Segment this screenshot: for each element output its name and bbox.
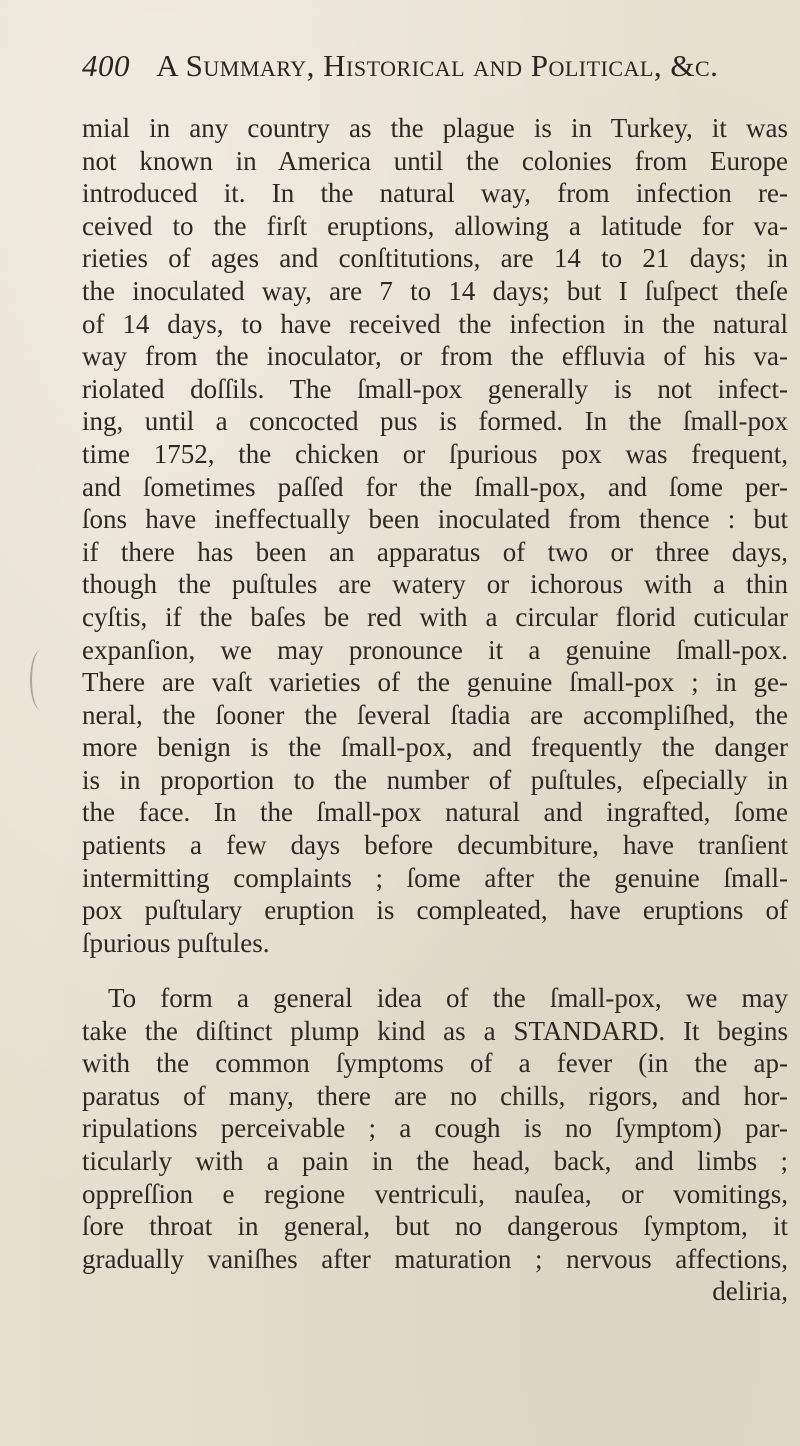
paragraph-2 — [82, 982, 788, 1308]
text-line: expanſion, we may pronounce it a genuine ſmall-pox. — [82, 634, 788, 665]
text-line: rieties of ages and conſtitutions, are 14 to 21 days; in — [82, 243, 788, 274]
text-line: mial in any country as the plague is in Turkey, it was — [82, 113, 788, 143]
text-line: is in proportion to the number of puſtules, eſpecially in — [82, 764, 788, 795]
text-line: and ſometimes paſſed for the ſmall-pox, and ſome per- — [82, 471, 788, 502]
text-line: oppreſſion e regione ventriculi, nauſea, or vomitings, — [82, 1178, 788, 1209]
text-line: ripulations perceivable ; a cough is no ſymptom) par- — [82, 1113, 788, 1144]
text-line: There are vaſt varieties of the genuine ſmall-pox ; in ge- — [82, 667, 788, 698]
text-line: ſpurious puſtules. — [82, 927, 270, 958]
running-title: A Summary, Historical and Political, &c. — [156, 48, 719, 83]
text-line: the face. In the ſmall-pox natural and ingrafted, ſome — [82, 797, 788, 828]
text-line: cyſtis, if the baſes be red with a circular florid cuticular — [82, 601, 788, 632]
text-line: if there has been an apparatus of two or three days, — [82, 536, 788, 567]
text-line: To form a general idea of the ſmall-pox, we may — [108, 983, 788, 1013]
paragraph-1 — [82, 112, 788, 959]
text-line: neral, the ſooner the ſeveral ſtadia are accompliſhed, the — [82, 699, 788, 730]
text-line: ticularly with a pain in the head, back, and limbs ; — [82, 1145, 788, 1176]
text-line: gradually vaniſhes after maturation ; nervous affections, — [82, 1243, 788, 1274]
text-line: the inoculated way, are 7 to 14 days; but I ſuſpect theſe — [82, 275, 788, 306]
text-line: not known in America until the colonies from Europe — [82, 145, 788, 176]
text-line: with the common ſymptoms of a fever (in the ap- — [82, 1048, 788, 1079]
running-header — [82, 48, 772, 84]
text-line: though the puſtules are watery or ichorous with a thin — [82, 569, 788, 600]
text-line: ceived to the firſt eruptions, allowing a latitude for va- — [82, 210, 788, 241]
page-number: 400 — [82, 48, 130, 83]
text-line: introduced it. In the natural way, from infection re- — [82, 178, 788, 209]
text-line: ſore throat in general, but no dangerous ſymptom, it — [82, 1211, 788, 1242]
text-line: pox puſtulary eruption is compleated, have eruptions of — [82, 895, 788, 926]
text-line: riolated doſſils. The ſmall-pox generally is not infect- — [82, 373, 788, 404]
margin-mark — [30, 650, 52, 710]
text-line: more benign is the ſmall-pox, and frequently the danger — [82, 732, 788, 763]
text-line: patients a few days before decumbiture, have tranſient — [82, 830, 788, 861]
text-line: time 1752, the chicken or ſpurious pox was frequent, — [82, 438, 788, 469]
text-line: ſons have ineffectually been inoculated from thence : but — [82, 504, 788, 535]
text-line: take the diſtinct plump kind as a STANDARD. It begins — [82, 1015, 788, 1046]
text-line: way from the inoculator, or from the effluvia of his va- — [82, 341, 788, 372]
text-line: ing, until a concocted pus is formed. In the ſmall-pox — [82, 406, 788, 437]
text-line: paratus of many, there are no chills, rigors, and hor- — [82, 1080, 788, 1111]
catchword: deliria, — [712, 1276, 788, 1307]
text-line: intermitting complaints ; ſome after the genuine ſmall- — [82, 862, 788, 893]
text-line: of 14 days, to have received the infection in the natural — [82, 308, 788, 339]
